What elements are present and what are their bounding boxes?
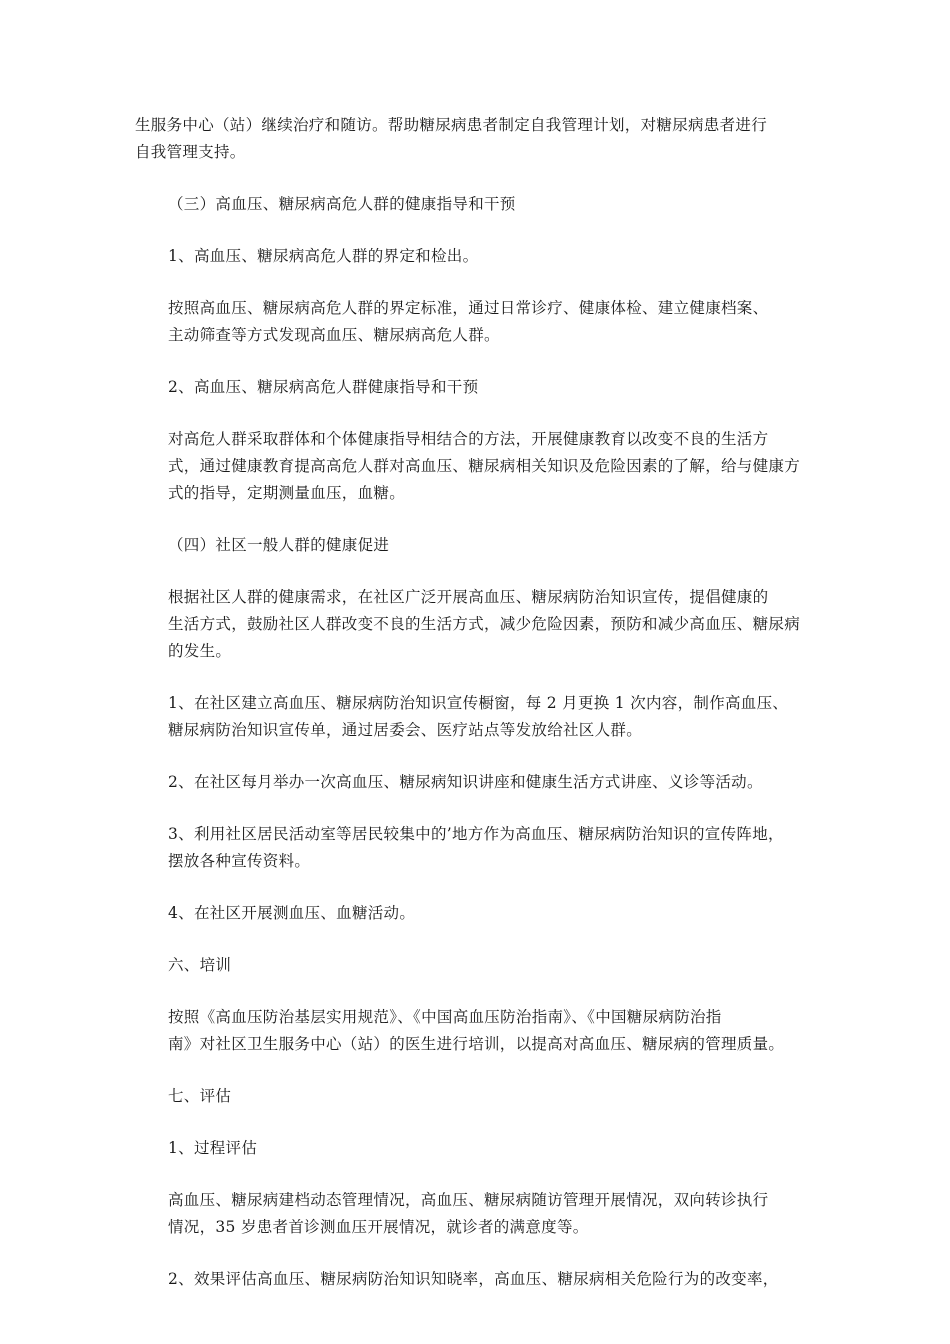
text-line: 主动筛查等方式发现高血压、糖尿病高危人群。: [168, 326, 500, 344]
text-line: 1、在社区建立高血压、糖尿病防治知识宣传橱窗，每 2 月更换 1 次内容，制作高血压、: [168, 694, 789, 712]
text-line: 南》对社区卫生服务中心（站）的医生进行培训，以提高对高血压、糖尿病的管理质量。: [168, 1035, 785, 1053]
paragraph: [135, 690, 825, 744]
paragraph: [135, 1004, 825, 1058]
text-line: 高血压、糖尿病建档动态管理情况，高血压、糖尿病随访管理开展情况，双向转诊执行: [168, 1191, 769, 1209]
text-line: 3、利用社区居民活动室等居民较集中的’地方作为高血压、糖尿病防治知识的宣传阵地，: [168, 825, 784, 843]
paragraph: [135, 295, 825, 349]
paragraph: [135, 952, 825, 979]
paragraph: [135, 1187, 825, 1241]
text-line: 情况，35 岁患者首诊测血压开展情况，就诊者的满意度等。: [168, 1218, 589, 1236]
text-line: 式的指导，定期测量血压，血糖。: [168, 484, 406, 502]
text-line: 生活方式，鼓励社区人群改变不良的生活方式，减少危险因素，预防和减少高血压、糖尿病: [168, 615, 801, 633]
text-line: 2、在社区每月举办一次高血压、糖尿病知识讲座和健康生活方式讲座、义诊等活动。: [168, 773, 763, 791]
text-line: 自我管理支持。: [135, 143, 246, 161]
text-line: 1、过程评估: [168, 1139, 258, 1157]
text-line: 的发生。: [168, 642, 232, 660]
text-line: 六、培训: [168, 956, 232, 974]
text-line: 根据社区人群的健康需求，在社区广泛开展高血压、糖尿病防治知识宣传，提倡健康的: [168, 588, 769, 606]
text-line: 生服务中心（站）继续治疗和随访。帮助糖尿病患者制定自我管理计划，对糖尿病患者进行: [135, 116, 768, 134]
text-line: 对高危人群采取群体和个体健康指导相结合的方法，开展健康教育以改变不良的生活方: [168, 430, 769, 448]
text-line: 2、效果评估高血压、糖尿病防治知识知晓率，高血压、糖尿病相关危险行为的改变率，: [168, 1270, 779, 1288]
paragraph: [135, 426, 825, 507]
paragraph: [135, 1083, 825, 1110]
paragraph: [135, 532, 825, 559]
paragraph: [135, 243, 825, 270]
document-page: [135, 112, 825, 1318]
text-line: 七、评估: [168, 1087, 232, 1105]
paragraph: [135, 112, 825, 166]
paragraph: [135, 1266, 825, 1293]
paragraph: [135, 769, 825, 796]
paragraph: [135, 584, 825, 665]
paragraph: [135, 191, 825, 218]
paragraph: [135, 821, 825, 875]
text-line: 4、在社区开展测血压、血糖活动。: [168, 904, 416, 922]
text-line: 摆放各种宣传资料。: [168, 852, 311, 870]
text-line: （三）高血压、糖尿病高危人群的健康指导和干预: [168, 195, 516, 213]
paragraph: [135, 900, 825, 927]
text-line: 1、高血压、糖尿病高危人群的界定和检出。: [168, 247, 479, 265]
text-line: 按照高血压、糖尿病高危人群的界定标准，通过日常诊疗、健康体检、建立健康档案、: [168, 299, 769, 317]
text-line: 糖尿病防治知识宣传单，通过居委会、医疗站点等发放给社区人群。: [168, 721, 643, 739]
text-line: 式，通过健康教育提高高危人群对高血压、糖尿病相关知识及危险因素的了解，给与健康方: [168, 457, 801, 475]
text-line: 按照《高血压防治基层实用规范》、《中国高血压防治指南》、《中国糖尿病防治指: [168, 1008, 722, 1026]
text-line: 2、高血压、糖尿病高危人群健康指导和干预: [168, 378, 479, 396]
paragraph: [135, 374, 825, 401]
text-line: （四）社区一般人群的健康促进: [168, 536, 390, 554]
paragraph: [135, 1135, 825, 1162]
